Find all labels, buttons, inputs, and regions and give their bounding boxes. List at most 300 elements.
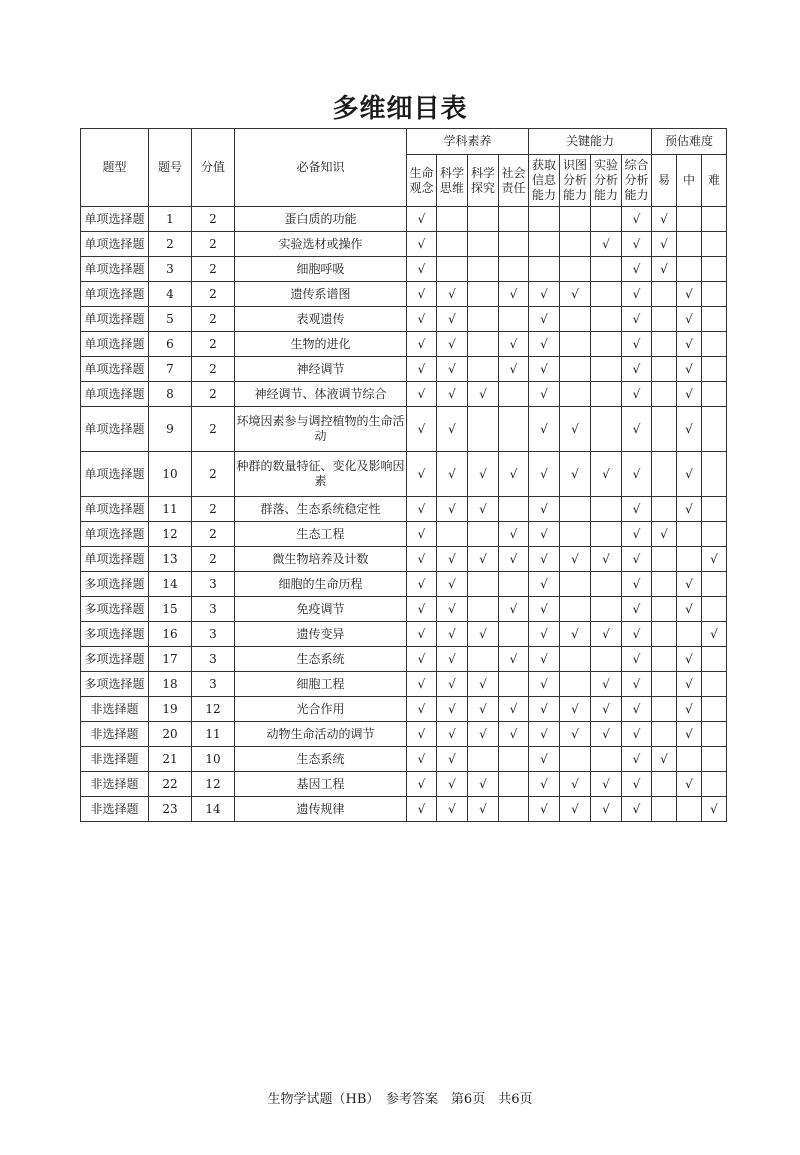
empty-cell — [591, 597, 622, 622]
empty-cell — [652, 497, 677, 522]
check-mark: √ — [677, 407, 702, 452]
cell-question-number: 1 — [149, 207, 192, 232]
empty-cell — [591, 282, 622, 307]
table-row — [81, 647, 727, 672]
cell-question-number: 7 — [149, 357, 192, 382]
empty-cell — [560, 232, 591, 257]
empty-cell — [677, 207, 702, 232]
check-mark: √ — [407, 547, 437, 572]
cell-score: 2 — [192, 332, 235, 357]
empty-cell — [591, 407, 622, 452]
cell-question-number: 13 — [149, 547, 192, 572]
cell-question-number: 17 — [149, 647, 192, 672]
cell-score: 2 — [192, 407, 235, 452]
header-knowledge: 必备知识 — [235, 129, 407, 207]
check-mark: √ — [560, 407, 591, 452]
cell-score: 3 — [192, 572, 235, 597]
check-mark: √ — [591, 672, 622, 697]
check-mark: √ — [407, 697, 437, 722]
cell-knowledge: 遗传系谱图 — [235, 282, 407, 307]
check-mark: √ — [622, 232, 652, 257]
cell-knowledge: 免疫调节 — [235, 597, 407, 622]
empty-cell — [677, 232, 702, 257]
empty-cell — [591, 207, 622, 232]
cell-question-number: 15 — [149, 597, 192, 622]
empty-cell — [652, 357, 677, 382]
check-mark: √ — [622, 207, 652, 232]
empty-cell — [702, 747, 727, 772]
empty-cell — [560, 597, 591, 622]
table-row — [81, 407, 727, 452]
check-mark: √ — [407, 357, 437, 382]
empty-cell — [468, 282, 499, 307]
check-mark: √ — [677, 307, 702, 332]
check-mark: √ — [702, 797, 727, 822]
check-mark: √ — [437, 382, 468, 407]
check-mark: √ — [622, 257, 652, 282]
check-mark: √ — [499, 332, 529, 357]
empty-cell — [591, 497, 622, 522]
check-mark: √ — [437, 307, 468, 332]
check-mark: √ — [529, 672, 560, 697]
empty-cell — [702, 772, 727, 797]
cell-knowledge: 微生物培养及计数 — [235, 547, 407, 572]
check-mark: √ — [591, 797, 622, 822]
cell-score: 12 — [192, 697, 235, 722]
check-mark: √ — [407, 207, 437, 232]
empty-cell — [591, 257, 622, 282]
cell-question-type: 多项选择题 — [81, 647, 149, 672]
empty-cell — [702, 307, 727, 332]
table-row — [81, 747, 727, 772]
check-mark: √ — [407, 797, 437, 822]
cell-question-type: 单项选择题 — [81, 452, 149, 497]
check-mark: √ — [437, 797, 468, 822]
check-mark: √ — [529, 597, 560, 622]
cell-question-type: 单项选择题 — [81, 497, 149, 522]
check-mark: √ — [468, 452, 499, 497]
empty-cell — [652, 622, 677, 647]
empty-cell — [702, 382, 727, 407]
cell-question-number: 6 — [149, 332, 192, 357]
check-mark: √ — [560, 697, 591, 722]
cell-knowledge: 细胞的生命历程 — [235, 572, 407, 597]
empty-cell — [702, 672, 727, 697]
check-mark: √ — [622, 647, 652, 672]
cell-question-type: 多项选择题 — [81, 572, 149, 597]
empty-cell — [652, 647, 677, 672]
cell-question-type: 单项选择题 — [81, 232, 149, 257]
check-mark: √ — [560, 282, 591, 307]
check-mark: √ — [622, 797, 652, 822]
cell-question-number: 23 — [149, 797, 192, 822]
cell-question-number: 5 — [149, 307, 192, 332]
table-row — [81, 282, 727, 307]
cell-question-type: 多项选择题 — [81, 672, 149, 697]
cell-knowledge: 动物生命活动的调节 — [235, 722, 407, 747]
subheader-info-acquisition: 获取信息能力 — [529, 155, 560, 207]
empty-cell — [499, 232, 529, 257]
cell-knowledge: 基因工程 — [235, 772, 407, 797]
cell-score: 2 — [192, 232, 235, 257]
empty-cell — [677, 747, 702, 772]
cell-question-type: 非选择题 — [81, 747, 149, 772]
subheader-life-concept: 生命观念 — [407, 155, 437, 207]
check-mark: √ — [499, 522, 529, 547]
empty-cell — [677, 547, 702, 572]
check-mark: √ — [622, 672, 652, 697]
cell-question-type: 单项选择题 — [81, 282, 149, 307]
check-mark: √ — [560, 622, 591, 647]
check-mark: √ — [437, 407, 468, 452]
cell-score: 2 — [192, 497, 235, 522]
cell-score: 3 — [192, 597, 235, 622]
check-mark: √ — [437, 772, 468, 797]
empty-cell — [702, 722, 727, 747]
check-mark: √ — [437, 357, 468, 382]
empty-cell — [652, 332, 677, 357]
empty-cell — [702, 572, 727, 597]
cell-score: 12 — [192, 772, 235, 797]
subheader-social-responsibility: 社会责任 — [499, 155, 529, 207]
check-mark: √ — [468, 622, 499, 647]
empty-cell — [468, 522, 499, 547]
empty-cell — [591, 522, 622, 547]
check-mark: √ — [468, 672, 499, 697]
cell-question-type: 单项选择题 — [81, 207, 149, 232]
check-mark: √ — [529, 357, 560, 382]
table-row — [81, 257, 727, 282]
check-mark: √ — [468, 382, 499, 407]
header-group-ability: 关键能力 — [529, 129, 652, 155]
empty-cell — [499, 497, 529, 522]
table-row — [81, 522, 727, 547]
cell-question-number: 2 — [149, 232, 192, 257]
check-mark: √ — [652, 522, 677, 547]
check-mark: √ — [407, 772, 437, 797]
cell-score: 2 — [192, 452, 235, 497]
empty-cell — [677, 522, 702, 547]
empty-cell — [560, 382, 591, 407]
check-mark: √ — [529, 332, 560, 357]
cell-knowledge: 生物的进化 — [235, 332, 407, 357]
empty-cell — [499, 407, 529, 452]
subheader-hard: 难 — [702, 155, 727, 207]
cell-question-type: 单项选择题 — [81, 257, 149, 282]
check-mark: √ — [677, 452, 702, 497]
empty-cell — [702, 522, 727, 547]
check-mark: √ — [437, 697, 468, 722]
check-mark: √ — [677, 282, 702, 307]
check-mark: √ — [407, 407, 437, 452]
check-mark: √ — [560, 452, 591, 497]
check-mark: √ — [529, 407, 560, 452]
check-mark: √ — [529, 547, 560, 572]
check-mark: √ — [499, 597, 529, 622]
cell-question-type: 单项选择题 — [81, 357, 149, 382]
empty-cell — [702, 647, 727, 672]
check-mark: √ — [591, 232, 622, 257]
table-row — [81, 622, 727, 647]
cell-score: 2 — [192, 282, 235, 307]
cell-knowledge: 生态工程 — [235, 522, 407, 547]
cell-score: 2 — [192, 257, 235, 282]
cell-question-number: 12 — [149, 522, 192, 547]
table-row — [81, 772, 727, 797]
empty-cell — [499, 572, 529, 597]
check-mark: √ — [529, 747, 560, 772]
check-mark: √ — [529, 572, 560, 597]
cell-question-type: 非选择题 — [81, 722, 149, 747]
header-number: 题号 — [149, 129, 192, 207]
check-mark: √ — [622, 357, 652, 382]
check-mark: √ — [407, 572, 437, 597]
check-mark: √ — [529, 282, 560, 307]
check-mark: √ — [652, 747, 677, 772]
empty-cell — [560, 647, 591, 672]
cell-knowledge: 细胞工程 — [235, 672, 407, 697]
check-mark: √ — [622, 722, 652, 747]
check-mark: √ — [677, 697, 702, 722]
table-row — [81, 672, 727, 697]
page-title: 多维细目表 — [332, 94, 468, 124]
cell-question-type: 单项选择题 — [81, 307, 149, 332]
cell-question-type: 单项选择题 — [81, 547, 149, 572]
check-mark: √ — [437, 597, 468, 622]
cell-knowledge: 遗传规律 — [235, 797, 407, 822]
table-row — [81, 382, 727, 407]
check-mark: √ — [677, 357, 702, 382]
cell-question-type: 多项选择题 — [81, 597, 149, 622]
check-mark: √ — [407, 722, 437, 747]
table-row — [81, 497, 727, 522]
check-mark: √ — [591, 452, 622, 497]
check-mark: √ — [437, 547, 468, 572]
table-row — [81, 452, 727, 497]
check-mark: √ — [529, 722, 560, 747]
header-group-literacy: 学科素养 — [407, 129, 529, 155]
empty-cell — [468, 572, 499, 597]
empty-cell — [652, 772, 677, 797]
table-row — [81, 697, 727, 722]
empty-cell — [702, 407, 727, 452]
empty-cell — [468, 647, 499, 672]
table-row — [81, 597, 727, 622]
table-row — [81, 307, 727, 332]
empty-cell — [499, 747, 529, 772]
check-mark: √ — [437, 747, 468, 772]
empty-cell — [529, 207, 560, 232]
cell-knowledge: 群落、生态系统稳定性 — [235, 497, 407, 522]
check-mark: √ — [468, 497, 499, 522]
empty-cell — [468, 597, 499, 622]
empty-cell — [702, 357, 727, 382]
check-mark: √ — [677, 597, 702, 622]
check-mark: √ — [622, 407, 652, 452]
empty-cell — [468, 232, 499, 257]
cell-question-type: 非选择题 — [81, 772, 149, 797]
check-mark: √ — [677, 497, 702, 522]
check-mark: √ — [529, 697, 560, 722]
empty-cell — [499, 257, 529, 282]
check-mark: √ — [622, 697, 652, 722]
check-mark: √ — [560, 547, 591, 572]
check-mark: √ — [437, 672, 468, 697]
check-mark: √ — [591, 772, 622, 797]
cell-score: 2 — [192, 382, 235, 407]
cell-question-number: 22 — [149, 772, 192, 797]
empty-cell — [591, 307, 622, 332]
empty-cell — [499, 307, 529, 332]
check-mark: √ — [407, 672, 437, 697]
check-mark: √ — [677, 572, 702, 597]
header-group-difficulty: 预估难度 — [652, 129, 727, 155]
check-mark: √ — [407, 332, 437, 357]
cell-question-type: 单项选择题 — [81, 407, 149, 452]
empty-cell — [677, 622, 702, 647]
cell-question-number: 21 — [149, 747, 192, 772]
empty-cell — [560, 522, 591, 547]
cell-knowledge: 光合作用 — [235, 697, 407, 722]
check-mark: √ — [407, 307, 437, 332]
cell-score: 14 — [192, 797, 235, 822]
check-mark: √ — [529, 797, 560, 822]
check-mark: √ — [468, 772, 499, 797]
check-mark: √ — [622, 497, 652, 522]
check-mark: √ — [622, 522, 652, 547]
table-row — [81, 722, 727, 747]
cell-question-number: 9 — [149, 407, 192, 452]
check-mark: √ — [407, 522, 437, 547]
check-mark: √ — [591, 697, 622, 722]
cell-question-number: 16 — [149, 622, 192, 647]
empty-cell — [560, 747, 591, 772]
cell-question-number: 20 — [149, 722, 192, 747]
empty-cell — [677, 257, 702, 282]
cell-question-number: 18 — [149, 672, 192, 697]
check-mark: √ — [437, 497, 468, 522]
check-mark: √ — [407, 382, 437, 407]
subheader-comprehensive-analysis: 综合分析能力 — [622, 155, 652, 207]
cell-question-number: 11 — [149, 497, 192, 522]
empty-cell — [591, 747, 622, 772]
cell-score: 2 — [192, 207, 235, 232]
cell-question-number: 10 — [149, 452, 192, 497]
check-mark: √ — [499, 547, 529, 572]
cell-knowledge: 实验选材或操作 — [235, 232, 407, 257]
empty-cell — [468, 207, 499, 232]
check-mark: √ — [468, 797, 499, 822]
check-mark: √ — [529, 452, 560, 497]
cell-score: 10 — [192, 747, 235, 772]
empty-cell — [652, 797, 677, 822]
check-mark: √ — [437, 722, 468, 747]
check-mark: √ — [622, 332, 652, 357]
empty-cell — [529, 257, 560, 282]
cell-question-number: 3 — [149, 257, 192, 282]
check-mark: √ — [652, 257, 677, 282]
cell-knowledge: 生态系统 — [235, 647, 407, 672]
check-mark: √ — [622, 307, 652, 332]
empty-cell — [560, 207, 591, 232]
subheader-scientific-inquiry: 科学探究 — [468, 155, 499, 207]
check-mark: √ — [407, 282, 437, 307]
check-mark: √ — [702, 547, 727, 572]
empty-cell — [560, 307, 591, 332]
cell-knowledge: 神经调节、体液调节综合 — [235, 382, 407, 407]
table-row — [81, 797, 727, 822]
empty-cell — [591, 332, 622, 357]
cell-score: 2 — [192, 307, 235, 332]
empty-cell — [468, 307, 499, 332]
empty-cell — [560, 572, 591, 597]
check-mark: √ — [468, 697, 499, 722]
cell-knowledge: 环境因素参与调控植物的生命活动 — [235, 407, 407, 452]
empty-cell — [652, 572, 677, 597]
cell-knowledge: 表观遗传 — [235, 307, 407, 332]
check-mark: √ — [702, 622, 727, 647]
cell-score: 3 — [192, 647, 235, 672]
check-mark: √ — [622, 597, 652, 622]
cell-question-type: 非选择题 — [81, 797, 149, 822]
check-mark: √ — [622, 547, 652, 572]
cell-knowledge: 细胞呼吸 — [235, 257, 407, 282]
empty-cell — [652, 697, 677, 722]
empty-cell — [499, 672, 529, 697]
empty-cell — [499, 797, 529, 822]
check-mark: √ — [499, 282, 529, 307]
empty-cell — [499, 772, 529, 797]
empty-cell — [468, 747, 499, 772]
empty-cell — [702, 497, 727, 522]
empty-cell — [652, 547, 677, 572]
empty-cell — [702, 232, 727, 257]
subheader-scientific-thinking: 科学思维 — [437, 155, 468, 207]
check-mark: √ — [499, 357, 529, 382]
empty-cell — [652, 307, 677, 332]
check-mark: √ — [529, 522, 560, 547]
check-mark: √ — [677, 332, 702, 357]
subheader-easy: 易 — [652, 155, 677, 207]
empty-cell — [468, 357, 499, 382]
cell-score: 2 — [192, 357, 235, 382]
empty-cell — [560, 357, 591, 382]
empty-cell — [702, 332, 727, 357]
header-score: 分值 — [192, 129, 235, 207]
empty-cell — [468, 332, 499, 357]
cell-knowledge: 神经调节 — [235, 357, 407, 382]
check-mark: √ — [437, 622, 468, 647]
check-mark: √ — [407, 497, 437, 522]
cell-question-number: 8 — [149, 382, 192, 407]
cell-knowledge: 生态系统 — [235, 747, 407, 772]
table-row — [81, 232, 727, 257]
cell-knowledge: 蛋白质的功能 — [235, 207, 407, 232]
empty-cell — [437, 522, 468, 547]
empty-cell — [702, 282, 727, 307]
check-mark: √ — [622, 282, 652, 307]
subheader-experiment-analysis: 实验分析能力 — [591, 155, 622, 207]
cell-knowledge: 种群的数量特征、变化及影响因素 — [235, 452, 407, 497]
check-mark: √ — [437, 452, 468, 497]
check-mark: √ — [499, 452, 529, 497]
empty-cell — [677, 797, 702, 822]
empty-cell — [499, 207, 529, 232]
specification-table — [80, 128, 727, 822]
empty-cell — [499, 382, 529, 407]
table-row — [81, 572, 727, 597]
empty-cell — [591, 572, 622, 597]
